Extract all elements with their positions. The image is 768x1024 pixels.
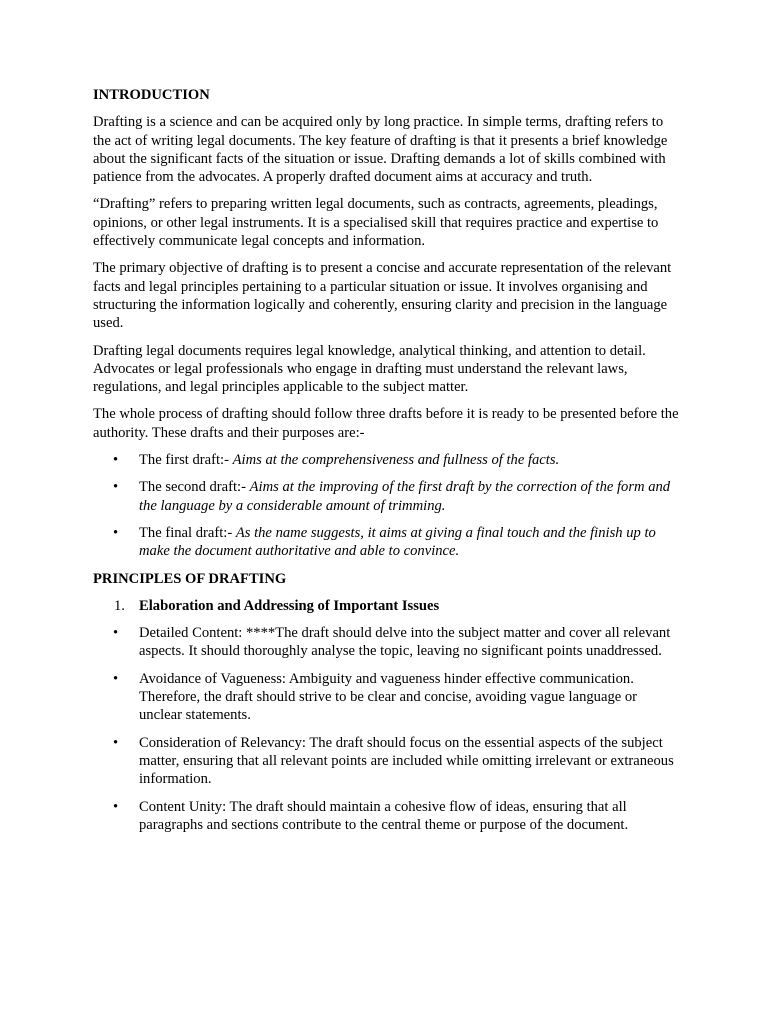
drafts-list	[93, 451, 683, 560]
intro-paragraph-3: The primary objective of drafting is to present a concise and accurate representation of the relevant facts and legal principles pertaining to a particular situation or issue. It involves organising and structuring the information logically and coherently, ensuring clarity and precision in the language used.	[93, 260, 672, 332]
principles-bullet-list	[93, 624, 683, 834]
bullet-icon: •	[113, 670, 119, 687]
bullet-icon: •	[113, 479, 119, 496]
list-item-text: Consideration of Relevancy: The draft should focus on the essential aspects of the subject matter, ensuring that all relevant points are included while omitting irrelevant or extraneous information.	[139, 734, 674, 788]
principle-content-unity	[93, 798, 683, 835]
intro-paragraph-2: “Drafting” refers to preparing written legal documents, such as contracts, agreements, pleadings, opinions, or other legal instruments. It is a specialised skill that requires practice and expertise to effectively communicate legal concepts and information.	[93, 196, 659, 250]
principles-heading: PRINCIPLES OF DRAFTING	[93, 570, 287, 587]
draft-item-first	[93, 451, 683, 469]
principle-detailed-content	[93, 624, 683, 661]
principles-numbered-list	[93, 597, 683, 615]
intro-paragraph-1: Drafting is a science and can be acquired only by long practice. In simple terms, drafting refers to the act of writing legal documents. The key feature of drafting is that it presents a brief knowledge about the significant facts of the situation or issue. Drafting demands a lot of skills combined with patience from the advocates. A properly drafted document aims at accuracy and truth.	[93, 114, 668, 186]
bullet-icon: •	[113, 524, 119, 541]
intro-paragraph-5: The whole process of drafting should follow three drafts before it is ready to be presented before the authority. These drafts and their purposes are:-	[93, 406, 679, 441]
intro-paragraph-4: Drafting legal documents requires legal knowledge, analytical thinking, and attention to detail. Advocates or legal professionals who engage in drafting must understand the relevant laws, regulations, and legal principles applicable to the subject matter.	[93, 342, 646, 396]
principle-consideration-of-relevancy	[93, 734, 683, 789]
draft-description: As the name suggests, it aims at giving a final touch and the finish up to make the document authoritative and able to convince.	[139, 524, 656, 560]
principle-item-1	[93, 597, 683, 615]
list-number: 1.	[114, 597, 125, 614]
bullet-icon: •	[113, 625, 119, 642]
document-page	[93, 86, 683, 843]
bullet-icon: •	[113, 452, 119, 469]
draft-label: The second draft:-	[139, 479, 250, 496]
principle-title: Elaboration and Addressing of Important Issues	[139, 597, 440, 614]
list-item-text: Content Unity: The draft should maintain a cohesive flow of ideas, ensuring that all paragraphs and sections contribute to the central theme or purpose of the document.	[139, 798, 629, 833]
draft-label: The first draft:-	[139, 452, 233, 469]
list-item-text: Avoidance of Vagueness: Ambiguity and vagueness hinder effective communication. Therefore, the draft should strive to be clear and concise, avoiding vague language or unclear statements.	[139, 670, 638, 724]
principle-avoidance-of-vagueness	[93, 670, 683, 725]
bullet-icon: •	[113, 734, 119, 751]
draft-description: Aims at the comprehensiveness and fullness of the facts.	[232, 452, 560, 469]
list-item-text: Detailed Content: ****The draft should delve into the subject matter and cover all relevant aspects. It should thoroughly analyse the topic, leaving no significant points unaddressed.	[139, 625, 671, 660]
draft-item-final	[93, 524, 683, 561]
draft-label: The final draft:-	[139, 524, 236, 541]
draft-description: Aims at the improving of the first draft by the correction of the form and the language by a considerable amount of trimming.	[139, 479, 671, 514]
bullet-icon: •	[113, 798, 119, 815]
intro-heading: INTRODUCTION	[93, 87, 210, 103]
draft-item-second	[93, 478, 683, 515]
